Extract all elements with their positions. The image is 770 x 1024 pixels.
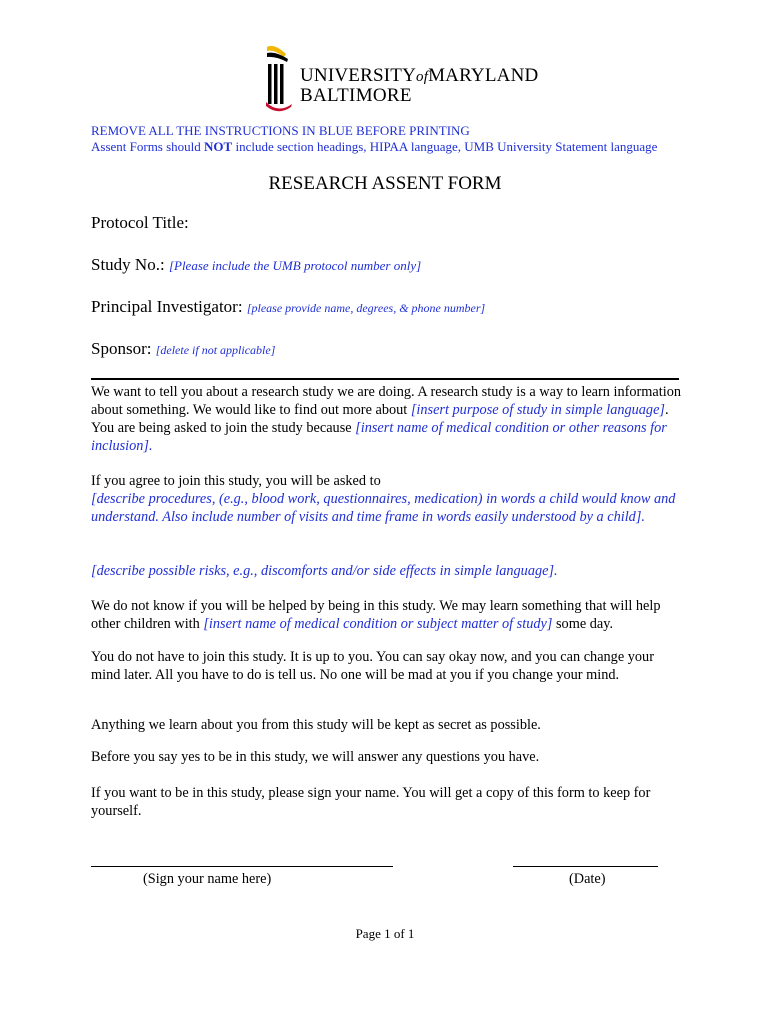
logo-of-text: of [416, 69, 429, 85]
signature-line[interactable] [91, 866, 393, 867]
study-number-field: Study No.: [Please include the UMB protocol number only] [91, 255, 422, 274]
signature-instruction-paragraph: If you want to be in this study, please sign your name. You will get a copy of this form to keep for yourself. [91, 785, 651, 819]
sponsor-hint: [delete if not applicable] [155, 343, 276, 357]
procedures-paragraph: If you agree to join this study, you will be asked to [describe procedures, (e.g., blood work, questionnaires, medication) in words a child would know and understand. Also include number of visits and time frame in words easily understood by a child]. [91, 473, 676, 525]
instruction-line-2: Assent Forms should NOT include section headings, HIPAA language, UMB University Statement language [91, 139, 658, 154]
university-seal-icon [264, 44, 294, 112]
principal-investigator-field: Principal Investigator: [please provide name, degrees, & phone number] [91, 297, 486, 316]
signature-label: (Sign your name here) [143, 871, 272, 887]
questions-paragraph: Before you say yes to be in this study, we will answer any questions you have. [91, 749, 540, 765]
university-logo [264, 44, 539, 114]
logo-baltimore-text: BALTIMORE [300, 85, 412, 106]
protocol-title-label: Protocol Title: [91, 213, 189, 232]
voluntary-paragraph: You do not have to join this study. It is up to you. You can say okay now, and you can change your mind later. All you have to do is tell us. No one will be mad at you if you change your mind. [91, 649, 654, 683]
logo-university-text: UNIVERSITY [300, 65, 416, 86]
date-label: (Date) [569, 871, 606, 887]
study-number-hint: [Please include the UMB protocol number only] [168, 258, 422, 273]
confidentiality-paragraph: Anything we learn about you from this study will be kept as secret as possible. [91, 717, 541, 733]
instruction-line-1: REMOVE ALL THE INSTRUCTIONS IN BLUE BEFORE PRINTING [91, 123, 470, 138]
risks-paragraph: [describe possible risks, e.g., discomforts and/or side effects in simple language]. [91, 563, 558, 579]
page-number: Page 1 of 1 [355, 926, 415, 941]
principal-investigator-hint: [please provide name, degrees, & phone number] [246, 301, 486, 315]
benefits-paragraph: We do not know if you will be helped by being in this study. We may learn something that will help other children with [insert name of medical condition or subject matter of study] some day. [91, 598, 661, 632]
intro-paragraph: We want to tell you about a research study we are doing. A research study is a way to learn information about something. We would like to find out more about [insert purpose of study in simple language]. You are being asked to join the study because [insert name of medical condition or other reasons for inclusion]. [91, 384, 682, 454]
section-divider [91, 378, 679, 380]
logo-maryland-text: MARYLAND [428, 65, 539, 86]
form-title: RESEARCH ASSENT FORM [268, 173, 502, 194]
date-line[interactable] [513, 866, 658, 867]
sponsor-field: Sponsor: [delete if not applicable] [91, 339, 276, 358]
